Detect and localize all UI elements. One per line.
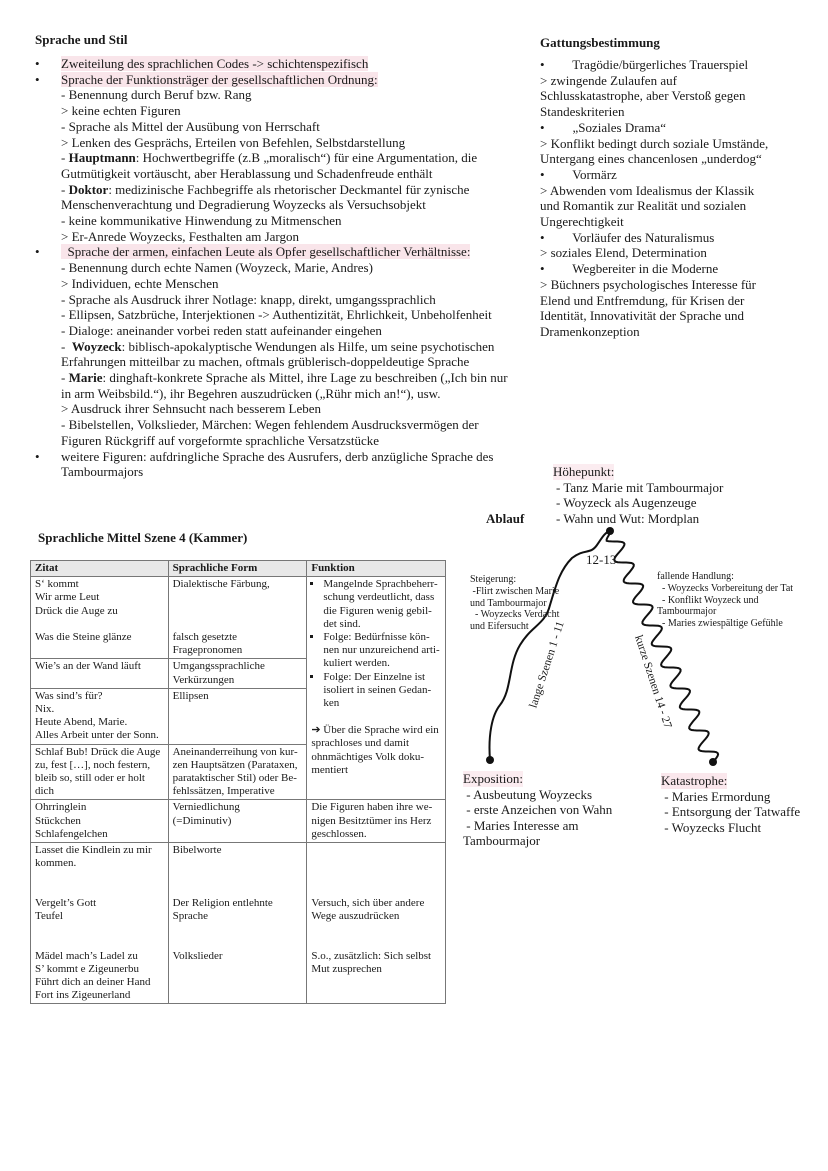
- cell-line: Nix.: [35, 702, 55, 715]
- text-segment: : dinghaft-konkrete Sprache als Mittel, ihre Lage zu beschreiben („Ich bin nur: [102, 370, 508, 386]
- exposition-label: Exposition:: [463, 771, 523, 786]
- text-segment: - Ellipsen, Satzbrüche, Interjektionen -> Authentizität, Ehrlichkeit, Unbeholfenheit: [61, 307, 492, 323]
- text-segment: Gutmütigkeit vortäuscht, aber Herablassung und Schadenfreude enthält: [61, 165, 433, 181]
- climax-item: - Woyzeck als Augenzeuge: [556, 495, 697, 510]
- cell-line: S’ kommt e Zigeunerbu: [35, 962, 139, 975]
- rising-action-item: und Eifersucht: [470, 621, 529, 633]
- rising-action-label: Steigerung:: [470, 574, 517, 585]
- cell-line: Aneinanderreihung von kur-: [172, 745, 298, 758]
- exposition-item: - Ausbeutung Woyzecks: [463, 786, 593, 802]
- rising-action-item: -Flirt zwischen Marie: [470, 585, 560, 597]
- cell-line: Verkürzungen: [172, 673, 235, 686]
- text-segment: Figuren Rückgriff auf vorgeformte sprachliche Versatzstücke: [61, 432, 380, 448]
- text-segment: : medizinische Fachbegriffe als rhetorischer Deckmantel für zynische: [108, 181, 470, 197]
- climax-item: - Wahn und Wut: Mordplan: [556, 510, 700, 526]
- catastrophe-item: - Entsorgung der Tatwaffe: [661, 804, 801, 819]
- text-segment: Wegbereiter in die Moderne: [566, 261, 719, 277]
- left-curve-label: lange Szenen 1 - 11: [527, 619, 567, 710]
- cell-line: zu, fest […], noch festern,: [35, 758, 151, 771]
- catastrophe-block: [661, 773, 800, 835]
- climax-dot: [606, 527, 614, 535]
- bold-term: Woyzeck: [71, 338, 122, 354]
- exposition-item: Tambourmajor: [463, 833, 541, 848]
- falling-action-item: - Konflikt Woyzeck und: [657, 594, 759, 606]
- text-segment: > Lenken des Gesprächs, Erteilen von Befehlen, Selbstdarstellung: [61, 134, 406, 150]
- cell-line: Alles Arbeit unter der Sonn.: [35, 729, 159, 742]
- peak-scenes-label: 12-13: [586, 552, 617, 567]
- text-segment: „Soziales Drama“: [566, 119, 666, 135]
- cell-line: Umgangssprachliche: [172, 660, 265, 673]
- cell-line: bleib so, still oder er holt: [35, 772, 145, 784]
- climax-block: [553, 464, 723, 526]
- text-segment: und Romantik zur Realität und sozialen: [540, 198, 747, 214]
- cell-line: Schlaf Bub! Drück die Auge: [35, 745, 161, 758]
- text-segment: Ungerechtigkeit: [540, 214, 624, 230]
- text-segment: Schlusskatastrophe, aber Verstoß gegen: [540, 88, 746, 104]
- cell-line: dich: [35, 785, 54, 798]
- column-header: Sprachliche Form: [168, 561, 307, 577]
- text-segment: Sprache der Funktionsträger der gesellschaftlichen Ordnung:: [61, 71, 378, 87]
- climax-item: - Tanz Marie mit Tambourmajor: [556, 479, 724, 495]
- exposition-block: [463, 771, 612, 849]
- cell-line: zen Hauptsätzen (Parataxen,: [172, 758, 298, 771]
- cell-line: Führt dich an deiner Hand: [35, 975, 151, 988]
- catastrophe-item: - Maries Ermordung: [661, 788, 771, 804]
- function-bullet: ▪ Mangelnde Sprachbeherr-schung verdeutlicht, dass die Figuren wenig gebil-det sind.: [323, 578, 441, 631]
- text-segment: > keine echten Figuren: [61, 103, 181, 119]
- cell-line: Was die Steine glänze: [35, 631, 132, 643]
- cell-line: Heute Abend, Marie.: [35, 716, 128, 729]
- cell-line: Mädel mach’s Ladel zu: [35, 949, 138, 962]
- text-segment: in arm Weibsbild.“), ihr Begehren auszudrücken („Rühr mich an!“), usw.: [61, 385, 441, 401]
- function-bullet: ▪ Folge: Bedürfnisse kön-nen nur unzureichend arti-kuliert werden.: [323, 631, 441, 671]
- text-segment: - Benennung durch echte Namen (Woyzeck, Marie, Andres): [61, 260, 373, 276]
- text-segment: -: [61, 150, 69, 166]
- text-segment: Tragödie/bürgerliches Trauerspiel: [566, 57, 749, 72]
- text-segment: -: [61, 181, 69, 197]
- cell-line: kommen.: [35, 857, 77, 870]
- cell-line: Was sind’s für?: [35, 689, 103, 702]
- cell-line: Vergelt’s Gott: [35, 896, 97, 909]
- cell-line: Schlafengelchen: [35, 827, 108, 840]
- column-header: Zitat: [31, 561, 169, 577]
- cell-line: geschlossen.: [311, 827, 367, 840]
- cell-line: S.o., zusätzlich: Sich selbst: [311, 949, 432, 962]
- exposition-item: - Maries Interesse am: [463, 817, 579, 833]
- bold-term: Doktor: [68, 181, 109, 197]
- section-title-sprache-und-stil: Sprache und Stil: [35, 32, 128, 47]
- text-segment: Standeskriterien: [540, 104, 625, 120]
- exposition-dot: [486, 756, 494, 764]
- text-segment: -: [61, 338, 72, 354]
- text-segment: > Individuen, echte Menschen: [61, 275, 219, 291]
- text-segment: - Bibelstellen, Volkslieder, Märchen: Wegen fehlendem Ausdrucksvermögen der: [61, 417, 479, 433]
- falling-action-item: Tambourmajor: [657, 606, 717, 618]
- cell-line: Fort ins Zigeunerland: [35, 989, 131, 1002]
- text-segment: Identität, Innovativität der Sprache und: [540, 308, 744, 324]
- cell-line: Volkslieder: [172, 949, 223, 962]
- right-curve-label: kurze Szenen 14 - 27: [632, 633, 674, 730]
- cell-line: Ellipsen: [172, 689, 209, 702]
- cell-line: Bibelworte: [172, 844, 222, 857]
- catastrophe-dot: [709, 758, 717, 766]
- climax-label: Höhepunkt:: [553, 464, 615, 479]
- cell-line: parataktischer Stil) oder Be-: [172, 772, 297, 784]
- text-segment: Tambourmajors: [61, 464, 144, 480]
- text-segment: Dramenkonzeption: [540, 323, 640, 339]
- cell-line: fehlssätzen, Imperative: [172, 785, 275, 798]
- text-segment: Erfahrungen mitteilbar zu machen, oftmals grüblerisch-doppeldeutige Sprache: [61, 354, 470, 370]
- cell-line: Stückchen: [35, 814, 81, 827]
- bold-term: Marie: [68, 370, 103, 386]
- rising-action-block: [470, 574, 559, 633]
- cell-line: Wir arme Leut: [35, 591, 100, 604]
- cell-line: Fragepronomen: [172, 644, 243, 657]
- text-segment: Untergang eines chancenlosen „underdog“: [540, 151, 762, 167]
- text-segment: > zwingende Zulaufen auf: [540, 72, 677, 88]
- table-title: Sprachliche Mittel Szene 4 (Kammer): [38, 530, 248, 545]
- text-segment: Vorläufer des Naturalismus: [566, 229, 715, 245]
- cell-line: Die Figuren haben ihre we-: [311, 801, 433, 814]
- function-bullet: ▪ Folge: Der Einzelne ist isoliert in seinen Gedan-ken: [323, 671, 441, 711]
- cell-line: Dialektische Färbung,: [172, 578, 270, 591]
- catastrophe-label: Katastrophe:: [661, 773, 728, 788]
- text-segment: Zweiteilung des sprachlichen Codes -> schichtenspezifisch: [61, 56, 369, 71]
- function-conclusion: ➔ Über die Sprache wird ein sprachloses und damit ohnmächtiges Volk doku-mentiert: [311, 724, 439, 776]
- catastrophe-item: - Woyzecks Flucht: [661, 819, 762, 835]
- text-segment: > Konflikt bedingt durch soziale Umstände,: [540, 135, 769, 151]
- bold-term: Hauptmann: [68, 150, 136, 166]
- section-title-gattungsbestimmung: Gattungsbestimmung: [540, 35, 660, 50]
- text-segment: - Sprache als Ausdruck ihrer Notlage: knapp, direkt, umgangssprachlich: [61, 291, 436, 307]
- cell-line: Ohrringlein: [35, 801, 87, 814]
- text-segment: : biblisch-apokalyptische Wendungen als Hilfe, um seine psychotischen: [121, 338, 495, 354]
- text-segment: > soziales Elend, Determination: [540, 245, 707, 261]
- text-segment: - Sprache als Mittel der Ausübung von Herrschaft: [61, 118, 320, 134]
- text-segment: > Er-Anrede Woyzecks, Festhalten am Jargon: [61, 228, 300, 244]
- text-segment: Elend und Entfremdung, für Krisen der: [540, 292, 745, 308]
- falling-action-block: [657, 571, 793, 630]
- cell-line: Sprache: [172, 909, 209, 922]
- diagram-title: Ablauf: [486, 511, 525, 526]
- cell-line: S‘ kommt: [35, 578, 79, 591]
- text-segment: - Dialoge: aneinander vorbei reden statt aufeinander eingehen: [61, 322, 382, 338]
- cell-line: Drück die Auge zu: [35, 604, 118, 617]
- cell-line: falsch gesetzte: [172, 630, 238, 643]
- text-segment: > Abwenden vom Idealismus der Klassik: [540, 182, 755, 198]
- cell-line: (=Diminutiv): [172, 814, 232, 827]
- text-segment: weitere Figuren: aufdringliche Sprache des Ausrufers, derb anzügliche Sprache des: [61, 448, 494, 464]
- cell-line: Verniedlichung: [172, 801, 240, 814]
- cell-line: Versuch, sich über andere: [311, 896, 425, 909]
- cell-line: Wie’s an der Wand läuft: [35, 660, 141, 673]
- column-header: Funktion: [307, 561, 446, 577]
- text-segment: - Benennung durch Beruf bzw. Rang: [61, 87, 252, 103]
- cell-line: Wege auszudrücken: [311, 909, 400, 922]
- falling-action-item: - Woyzecks Vorbereitung der Tat: [657, 582, 794, 594]
- text-segment: > Ausdruck ihrer Sehnsucht nach besserem Leben: [61, 401, 322, 417]
- text-segment: -: [61, 370, 69, 386]
- rising-action-item: und Tambourmajor: [470, 597, 547, 609]
- cell-line: Teufel: [35, 910, 63, 922]
- falling-action-item: - Maries zwiespältige Gefühle: [657, 618, 783, 630]
- text-segment: Sprache der armen, einfachen Leute als Opfer gesellschaftlicher Verhältnisse:: [61, 244, 471, 260]
- cell-line: Der Religion entlehnte: [172, 896, 273, 909]
- text-segment: - keine kommunikative Hinwendung zu Mitmenschen: [61, 213, 342, 229]
- text-segment: : Hochwertbegriffe (z.B „moralisch“) für eine Argumentation, die: [135, 150, 478, 166]
- cell-line: Lasset die Kindlein zu mir: [35, 844, 152, 857]
- cell-line: Mut zusprechen: [311, 962, 382, 975]
- text-segment: Menschenverachtung und Degradierung Woyzecks als Versuchsobjekt: [61, 197, 426, 213]
- text-segment: > Büchners psychologisches Interesse für: [540, 276, 756, 292]
- rising-action-item: - Woyzecks Verdacht: [470, 609, 560, 621]
- falling-action-label: fallende Handlung:: [657, 571, 734, 582]
- exposition-item: - erste Anzeichen von Wahn: [463, 802, 613, 817]
- text-segment: Vormärz: [566, 166, 617, 182]
- cell-line: nigen Besitztümer ins Herz: [311, 814, 432, 827]
